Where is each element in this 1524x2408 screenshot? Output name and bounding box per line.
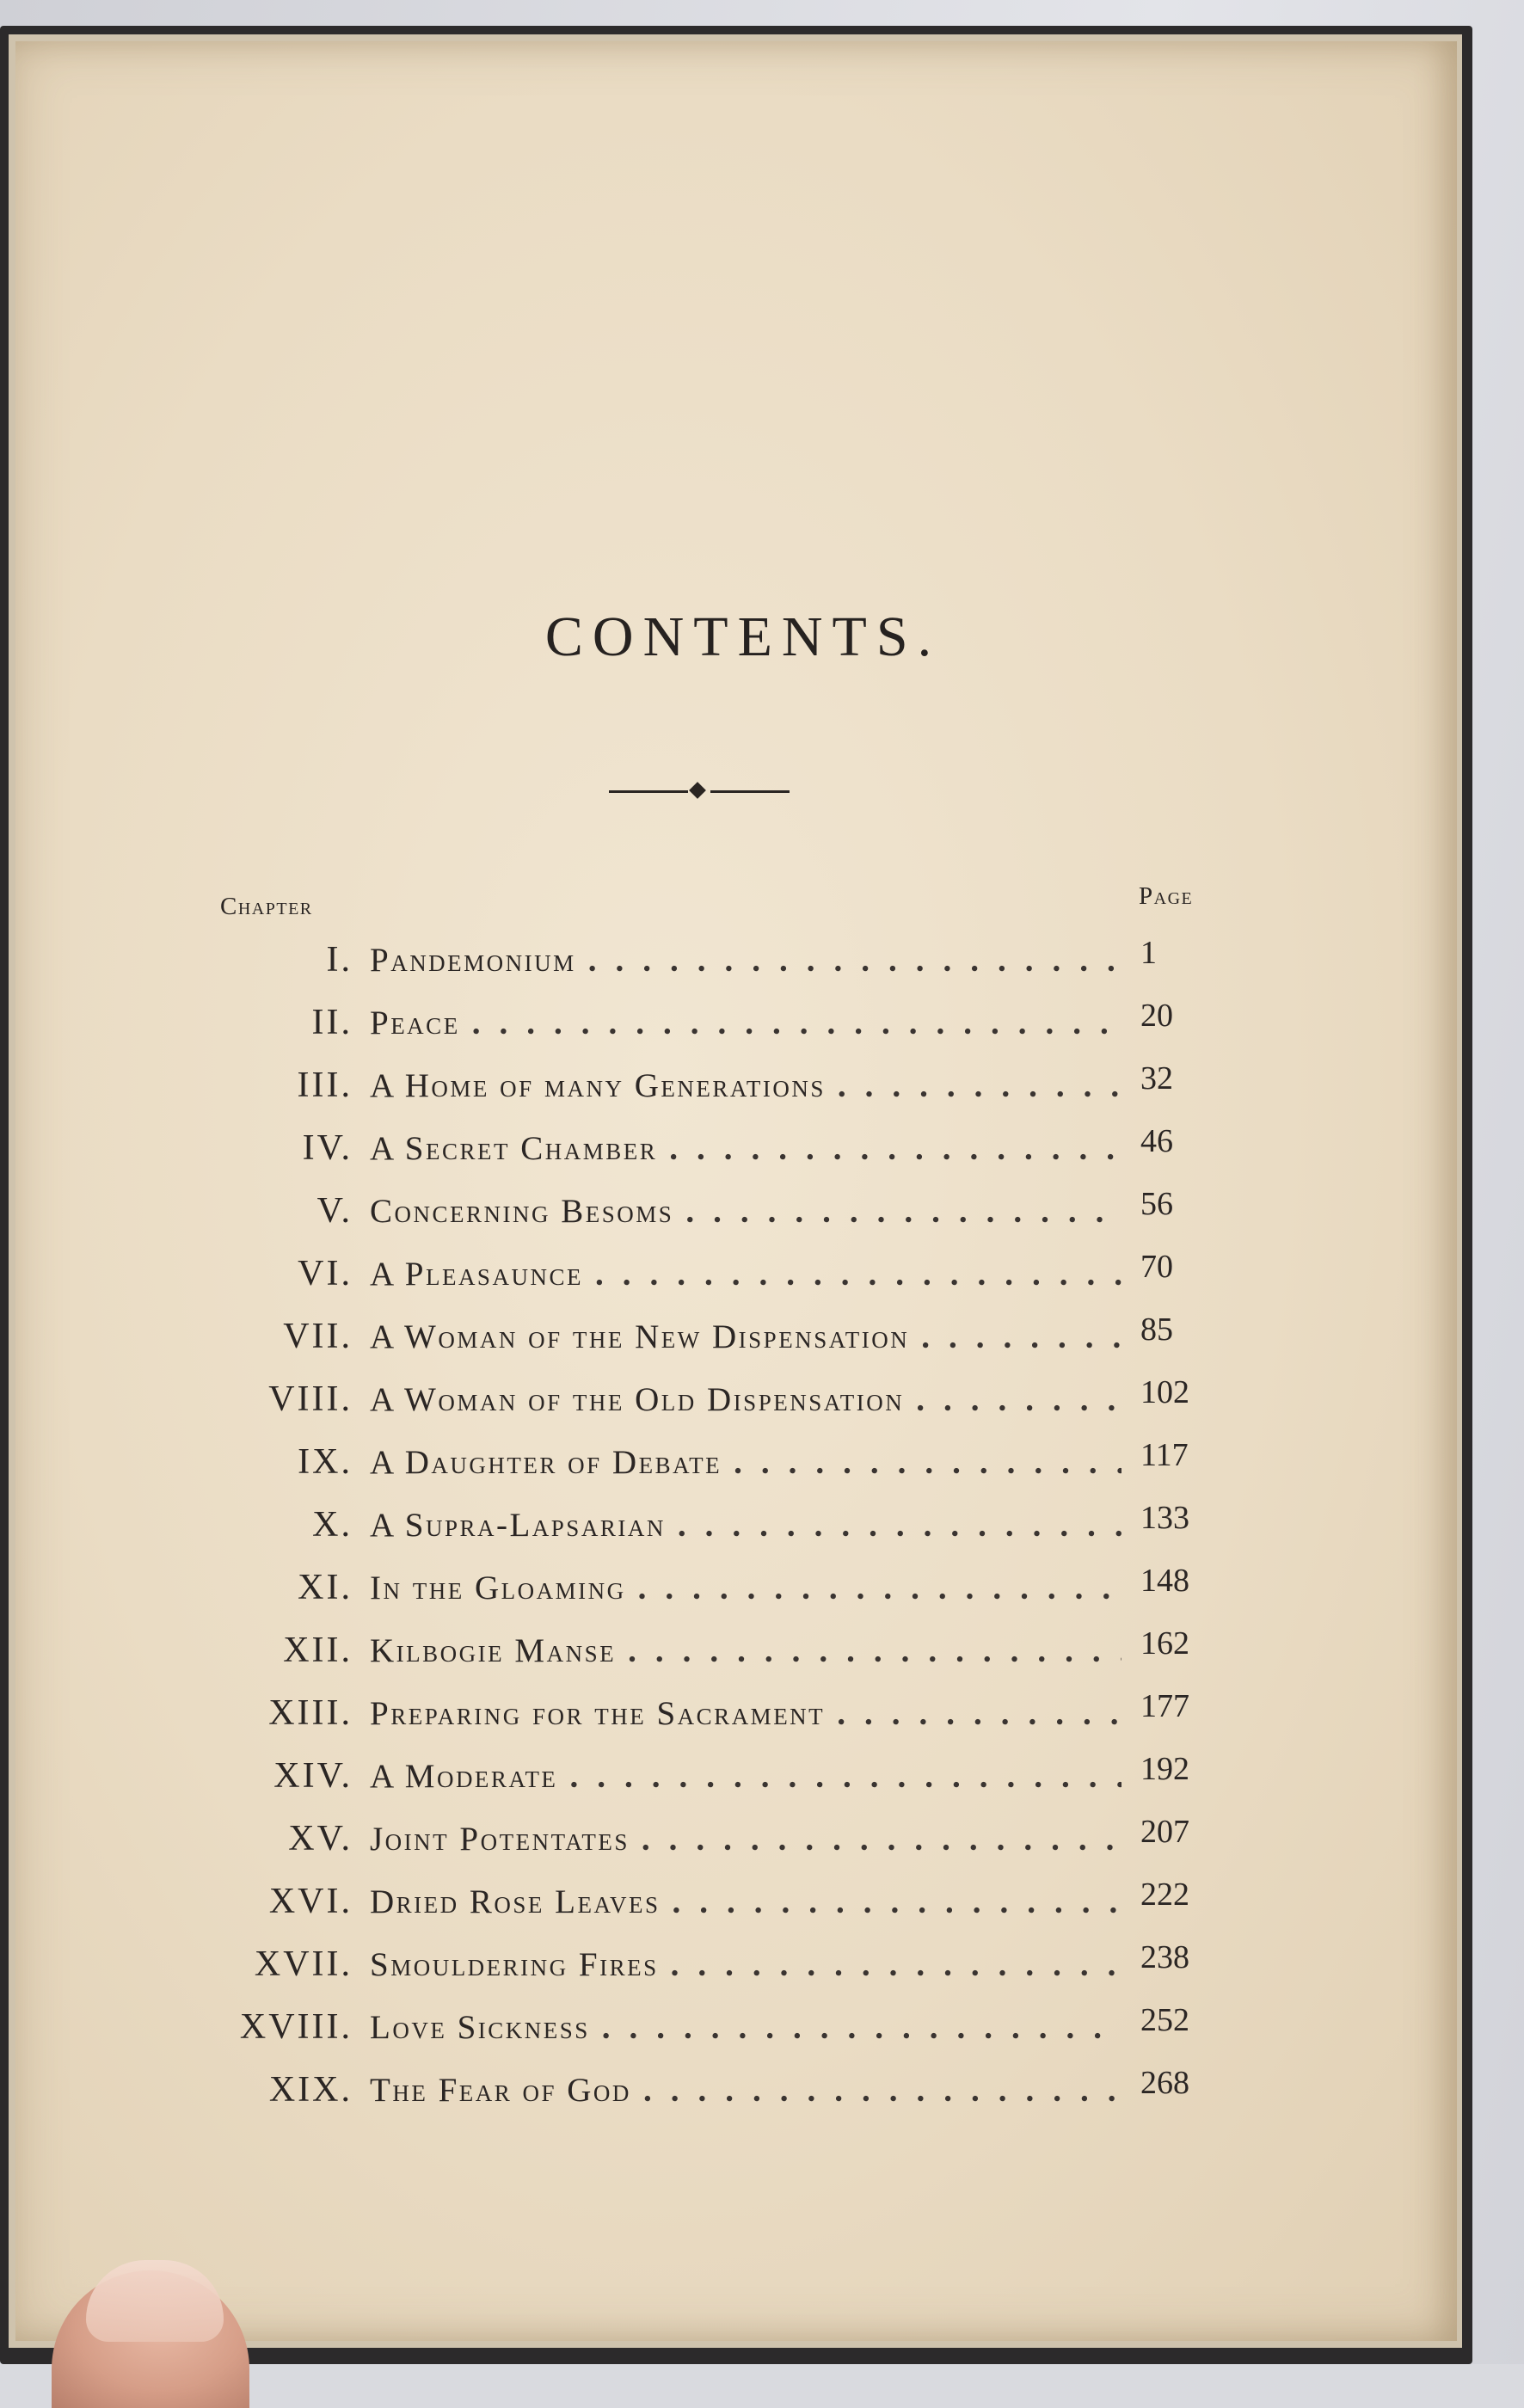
book-page [15, 41, 1457, 2341]
toc-entry [15, 1122, 1457, 1185]
ornament-rule-left [609, 790, 688, 793]
table-of-contents [15, 934, 1457, 2127]
chapter-number: III. [297, 1066, 353, 1105]
page-number: 117 [1140, 1437, 1189, 1473]
page-number: 46 [1140, 1123, 1173, 1159]
chapter-title [370, 1694, 1127, 1733]
page-number: 102 [1140, 1374, 1189, 1410]
page-number: 85 [1140, 1312, 1173, 1348]
chapter-column-label: Chapter [220, 893, 313, 920]
page-title: CONTENTS. [544, 605, 942, 668]
chapter-title [370, 1506, 1127, 1545]
page-number: 192 [1140, 1751, 1189, 1787]
dot-leader [838, 1066, 1121, 1105]
toc-entry [15, 1185, 1457, 1248]
chapter-title [370, 1004, 1127, 1042]
chapter-number: XVI. [268, 1882, 353, 1921]
chapter-number: IV. [302, 1128, 353, 1168]
chapter-number: XVII. [254, 1944, 353, 1984]
chapter-title-text: A Daughter of Debate [370, 1444, 722, 1481]
page-number: 20 [1140, 998, 1173, 1034]
toc-entry [15, 1876, 1457, 1938]
ornament-divider [609, 779, 790, 805]
chapter-title [370, 1945, 1127, 1984]
chapter-title-text: A Woman of the Old Dispensation [370, 1381, 905, 1418]
toc-entry [15, 1625, 1457, 1687]
toc-entry [15, 1562, 1457, 1625]
chapter-number: I. [326, 940, 353, 980]
page-number: 238 [1140, 1939, 1189, 1975]
chapter-number: V. [316, 1191, 353, 1231]
ornament-rule-right [710, 790, 790, 793]
page-number: 56 [1140, 1186, 1173, 1222]
toc-entry [15, 2064, 1457, 2127]
toc-entry [15, 1060, 1457, 1122]
dot-leader [643, 2071, 1121, 2110]
page-number: 207 [1140, 1814, 1189, 1850]
chapter-title-text: Love Sickness [370, 2009, 590, 2046]
chapter-title-text: A Woman of the New Dispensation [370, 1318, 910, 1355]
chapter-title-text: Pandemonium [370, 942, 576, 979]
chapter-title [370, 2008, 1127, 2047]
page-number: 133 [1140, 1500, 1189, 1536]
chapter-title [370, 1569, 1127, 1607]
toc-entry [15, 1750, 1457, 1813]
chapter-title-text: A Home of many Generations [370, 1067, 826, 1104]
chapter-title-text: Dried Rose Leaves [370, 1883, 661, 1920]
chapter-title-text: Peace [370, 1004, 460, 1041]
toc-entry [15, 1373, 1457, 1436]
dot-leader [595, 1255, 1121, 1293]
chapter-title [370, 1443, 1127, 1482]
chapter-title [370, 1192, 1127, 1231]
dot-leader [642, 1820, 1121, 1858]
chapter-title-text: Preparing for the Sacrament [370, 1695, 826, 1732]
chapter-number: II. [311, 1003, 353, 1042]
chapter-title-text: The Fear of God [370, 2072, 631, 2109]
page-number: 162 [1140, 1625, 1189, 1662]
chapter-title-text: A Pleasaunce [370, 1256, 583, 1293]
page-number: 222 [1140, 1877, 1189, 1913]
page-number: 148 [1140, 1563, 1189, 1599]
chapter-number: VIII. [268, 1379, 353, 1419]
chapter-title-text: Concerning Besoms [370, 1193, 674, 1230]
toc-entry [15, 1687, 1457, 1750]
chapter-number: VII. [283, 1317, 353, 1356]
page-column-label: Page [1139, 882, 1194, 910]
diamond-icon [689, 782, 706, 799]
chapter-title [370, 1820, 1127, 1858]
chapter-number: XI. [298, 1568, 353, 1607]
chapter-title [370, 1255, 1127, 1293]
chapter-title-text: Joint Potentates [370, 1821, 630, 1858]
dot-leader [837, 1694, 1121, 1733]
dot-leader [638, 1569, 1121, 1607]
toc-entry [15, 934, 1457, 997]
chapter-title-text: Smouldering Fires [370, 1946, 659, 1983]
toc-entry [15, 997, 1457, 1060]
toc-entry [15, 1311, 1457, 1373]
chapter-title [370, 941, 1127, 980]
page-number: 177 [1140, 1688, 1189, 1724]
page-number: 32 [1140, 1060, 1173, 1096]
toc-entry [15, 1499, 1457, 1562]
dot-leader [685, 1192, 1121, 1231]
page-number: 268 [1140, 2065, 1189, 2101]
page-number: 1 [1140, 935, 1157, 971]
dot-leader [602, 2008, 1121, 2047]
chapter-title [370, 1129, 1127, 1168]
toc-entry [15, 1938, 1457, 2001]
dot-leader [673, 1883, 1121, 1921]
chapter-number: XVIII. [239, 2007, 353, 2047]
chapter-title-text: A Supra-Lapsarian [370, 1507, 666, 1544]
dot-leader [678, 1506, 1121, 1545]
dot-leader [588, 941, 1121, 980]
chapter-title [370, 1883, 1127, 1921]
page-number: 70 [1140, 1249, 1173, 1285]
chapter-title-text: Kilbogie Manse [370, 1632, 617, 1669]
chapter-number: IX. [298, 1442, 353, 1482]
dot-leader [628, 1631, 1121, 1670]
chapter-number: XV. [288, 1819, 353, 1858]
chapter-title [370, 2071, 1127, 2110]
toc-entry [15, 1813, 1457, 1876]
chapter-number: XIII. [268, 1693, 353, 1733]
chapter-number: XIV. [273, 1756, 353, 1796]
chapter-title [370, 1757, 1127, 1796]
chapter-number: X. [312, 1505, 353, 1545]
dot-leader [472, 1004, 1121, 1042]
chapter-number: XIX. [268, 2070, 353, 2110]
toc-entry [15, 2001, 1457, 2064]
dot-leader [669, 1129, 1121, 1168]
dot-leader [569, 1757, 1121, 1796]
chapter-title-text: A Moderate [370, 1758, 558, 1795]
dot-leader [734, 1443, 1121, 1482]
dot-leader [921, 1318, 1121, 1356]
toc-entry [15, 1248, 1457, 1311]
page-number: 252 [1140, 2002, 1189, 2038]
chapter-number: XII. [283, 1631, 353, 1670]
toc-entry [15, 1436, 1457, 1499]
chapter-number: VI. [298, 1254, 353, 1293]
chapter-title [370, 1631, 1127, 1670]
chapter-title [370, 1318, 1127, 1356]
dot-leader [671, 1945, 1121, 1984]
chapter-title-text: In the Gloaming [370, 1570, 626, 1606]
chapter-title-text: A Secret Chamber [370, 1130, 658, 1167]
dot-leader [916, 1380, 1121, 1419]
chapter-title [370, 1380, 1127, 1419]
chapter-title [370, 1066, 1127, 1105]
